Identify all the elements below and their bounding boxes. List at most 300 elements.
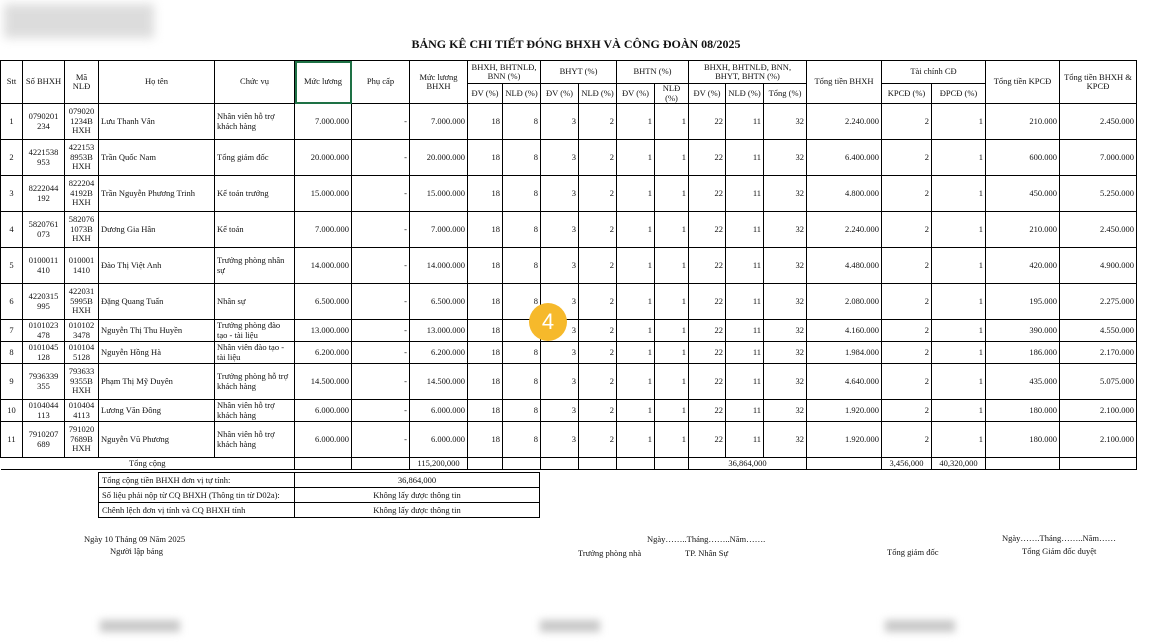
cell-total-nld[interactable]: 11 (726, 140, 764, 176)
cell-bhtn-dv[interactable]: 1 (617, 104, 655, 140)
cell-bhtn-dv[interactable]: 1 (617, 400, 655, 422)
cell-tong-tien-kpcd[interactable]: 420.000 (986, 248, 1060, 284)
cell-muc-luong[interactable]: 6.000.000 (295, 400, 352, 422)
cell-so-bhxh[interactable]: 0101023 478 (23, 320, 65, 342)
cell-bhxh-nld[interactable]: 8 (503, 364, 541, 400)
cell-tong-tien-bhxh[interactable]: 1.920.000 (807, 400, 882, 422)
cell-muc-luong-bhxh[interactable]: 15.000.000 (410, 176, 468, 212)
cell-tong-bhxh-kpcd[interactable]: 5.075.000 (1060, 364, 1137, 400)
header-muc-luong-bhxh: Mức lương BHXH (410, 61, 468, 104)
cell-tong-tien-bhxh[interactable]: 4.800.000 (807, 176, 882, 212)
cell-ma-nld[interactable]: 582076 1073B HXH (65, 212, 99, 248)
cell-bhtn-nld[interactable]: 1 (655, 104, 689, 140)
cell-bhxh-dv[interactable]: 18 (468, 320, 503, 342)
cell-dpcd[interactable]: 1 (932, 212, 986, 248)
cell-bhtn-nld[interactable]: 1 (655, 320, 689, 342)
cell-muc-luong-bhxh[interactable]: 6.200.000 (410, 342, 468, 364)
header-chuc-vu: Chức vụ (215, 61, 295, 104)
cell-kpcd[interactable]: 2 (882, 284, 932, 320)
blurred-signature-name (100, 620, 180, 632)
summary-row (99, 488, 540, 503)
table-row (1, 140, 1137, 176)
table-row (1, 176, 1137, 212)
cell-bhyt-nld[interactable]: 2 (579, 342, 617, 364)
cell-so-bhxh[interactable]: 0101045 128 (23, 342, 65, 364)
cell-phu-cap[interactable]: - (352, 104, 410, 140)
cell-bhyt-dv[interactable]: 3 (541, 422, 579, 458)
cell-ho-ten[interactable]: Lưu Thanh Vân (99, 104, 215, 140)
cell-tong-tien-bhxh[interactable]: 4.160.000 (807, 320, 882, 342)
cell-bhyt-dv[interactable]: 3 (541, 400, 579, 422)
cell-dpcd[interactable]: 1 (932, 248, 986, 284)
cell-tong-tien-kpcd[interactable]: 435.000 (986, 364, 1060, 400)
summary-label: Tổng cộng tiền BHXH đơn vị tự tính: (99, 473, 295, 488)
cell-stt[interactable]: 3 (1, 176, 23, 212)
cell-bhyt-dv[interactable]: 3 (541, 284, 579, 320)
cell-dpcd[interactable]: 1 (932, 400, 986, 422)
cell-kpcd[interactable]: 2 (882, 212, 932, 248)
cell-muc-luong[interactable]: 20.000.000 (295, 140, 352, 176)
step-marker-badge: 4 (529, 303, 567, 341)
cell-chuc-vu[interactable]: Nhân viên hỗ trợ khách hàng (215, 104, 295, 140)
subheader-nld: NLĐ (%) (655, 84, 689, 104)
approver-label: Tổng Giám đốc duyệt (1022, 546, 1097, 556)
subheader-nld: NLĐ (%) (726, 84, 764, 104)
cell-tong-tien-kpcd[interactable]: 195.000 (986, 284, 1060, 320)
subheader-tong: Tổng (%) (764, 84, 807, 104)
cell-bhtn-nld[interactable]: 1 (655, 342, 689, 364)
cell-tong-tien-kpcd[interactable]: 210.000 (986, 104, 1060, 140)
cell-bhyt-dv[interactable]: 3 (541, 320, 579, 342)
cell-stt[interactable]: 5 (1, 248, 23, 284)
cell-tong-tien-bhxh[interactable]: 6.400.000 (807, 140, 882, 176)
date-right: Ngày…….Tháng……..Năm…… (1002, 533, 1117, 543)
table-row (1, 248, 1137, 284)
cell-tong-tien-kpcd[interactable]: 390.000 (986, 320, 1060, 342)
cell-total-rate[interactable]: 32 (764, 248, 807, 284)
blurred-signature-name (885, 620, 955, 632)
table-row (1, 364, 1137, 400)
cell-tong-bhxh-kpcd[interactable]: 2.450.000 (1060, 104, 1137, 140)
cell-muc-luong[interactable]: 15.000.000 (295, 176, 352, 212)
cell-ma-nld[interactable]: 010104 5128 (65, 342, 99, 364)
cell-total-rate[interactable]: 32 (764, 364, 807, 400)
cell-chuc-vu[interactable]: Nhân viên đào tạo - tài liệu (215, 342, 295, 364)
cell-phu-cap[interactable]: - (352, 248, 410, 284)
cell-phu-cap[interactable]: - (352, 342, 410, 364)
cell-tong-tien-kpcd[interactable]: 600.000 (986, 140, 1060, 176)
header-group-total-rate: BHXH, BHTNLĐ, BNN, BHYT, BHTN (%) (689, 61, 807, 84)
cell-ma-nld[interactable]: 010404 4113 (65, 400, 99, 422)
subheader-dpcd: ĐPCĐ (%) (932, 84, 986, 104)
cell-ho-ten[interactable]: Nguyễn Vũ Phương (99, 422, 215, 458)
cell-bhxh-dv[interactable]: 18 (468, 176, 503, 212)
totals-label: Tổng cộng (1, 458, 295, 470)
cell-total-dv[interactable]: 22 (689, 284, 726, 320)
cell-stt[interactable]: 10 (1, 400, 23, 422)
cell-muc-luong-bhxh[interactable]: 7.000.000 (410, 212, 468, 248)
cell-total-rate[interactable]: 32 (764, 176, 807, 212)
cell-muc-luong-bhxh[interactable]: 6.000.000 (410, 400, 468, 422)
cell-muc-luong[interactable]: 7.000.000 (295, 104, 352, 140)
cell-bhtn-dv[interactable]: 1 (617, 284, 655, 320)
cell-bhtn-nld[interactable]: 1 (655, 284, 689, 320)
cell-ho-ten[interactable]: Trần Quốc Nam (99, 140, 215, 176)
cell-tong-tien-bhxh[interactable]: 2.080.000 (807, 284, 882, 320)
cell-chuc-vu[interactable]: Nhân viên hỗ trợ khách hàng (215, 422, 295, 458)
cell-total-dv[interactable]: 22 (689, 176, 726, 212)
cell-stt[interactable]: 9 (1, 364, 23, 400)
cell-bhtn-nld[interactable]: 1 (655, 176, 689, 212)
cell-kpcd[interactable]: 2 (882, 176, 932, 212)
cell-bhyt-dv[interactable]: 3 (541, 140, 579, 176)
blurred-signature-name (540, 620, 600, 632)
cell-bhyt-nld[interactable]: 2 (579, 212, 617, 248)
cell-bhxh-dv[interactable]: 18 (468, 248, 503, 284)
cell-bhxh-nld[interactable]: 8 (503, 422, 541, 458)
subheader-dv: ĐV (%) (617, 84, 655, 104)
cell-dpcd[interactable]: 1 (932, 176, 986, 212)
cell-tong-tien-bhxh[interactable]: 2.240.000 (807, 212, 882, 248)
blurred-logo (4, 4, 154, 38)
cell-phu-cap[interactable]: - (352, 212, 410, 248)
table-row (1, 422, 1137, 458)
cell-total-dv[interactable]: 22 (689, 248, 726, 284)
cell-total-nld[interactable]: 11 (726, 212, 764, 248)
cell-total-nld[interactable]: 11 (726, 364, 764, 400)
cell-bhtn-nld[interactable]: 1 (655, 212, 689, 248)
cell-phu-cap[interactable]: - (352, 400, 410, 422)
cell-total-rate[interactable]: 32 (764, 104, 807, 140)
cell-total-dv[interactable]: 22 (689, 342, 726, 364)
cell-bhyt-nld[interactable]: 2 (579, 140, 617, 176)
cell-bhxh-dv[interactable]: 18 (468, 284, 503, 320)
cell-muc-luong-bhxh[interactable]: 14.500.000 (410, 364, 468, 400)
cell-bhtn-dv[interactable]: 1 (617, 422, 655, 458)
cell-dpcd[interactable]: 1 (932, 140, 986, 176)
cell-stt[interactable]: 2 (1, 140, 23, 176)
cell-bhtn-dv[interactable]: 1 (617, 212, 655, 248)
cell-ho-ten[interactable]: Dương Gia Hân (99, 212, 215, 248)
header-group-bhyt: BHYT (%) (541, 61, 617, 84)
cell-ma-nld[interactable]: 010001 1410 (65, 248, 99, 284)
cell-so-bhxh[interactable]: 0100011 410 (23, 248, 65, 284)
cell-phu-cap[interactable]: - (352, 176, 410, 212)
subheader-dv: ĐV (%) (689, 84, 726, 104)
cell-chuc-vu[interactable]: Trưởng phòng đào tạo - tài liệu (215, 320, 295, 342)
cell-muc-luong-bhxh[interactable]: 6.500.000 (410, 284, 468, 320)
cell-bhxh-dv[interactable]: 18 (468, 140, 503, 176)
subheader-nld: NLĐ (%) (579, 84, 617, 104)
cell-total-rate[interactable]: 32 (764, 422, 807, 458)
cell-total-dv[interactable]: 22 (689, 104, 726, 140)
cell-tong-bhxh-kpcd[interactable]: 5.250.000 (1060, 176, 1137, 212)
summary-value: Không lấy được thông tin (295, 488, 540, 503)
cell-bhxh-dv[interactable]: 18 (468, 104, 503, 140)
cell-tong-tien-kpcd[interactable]: 180.000 (986, 400, 1060, 422)
summary-label: Chênh lệch đơn vị tính và CQ BHXH tính (99, 503, 295, 518)
cell-bhtn-dv[interactable]: 1 (617, 342, 655, 364)
cell-total-nld[interactable]: 11 (726, 176, 764, 212)
cell-ma-nld[interactable]: 422031 5995B HXH (65, 284, 99, 320)
cell-ho-ten[interactable]: Nguyễn Hồng Hà (99, 342, 215, 364)
cell-stt[interactable]: 6 (1, 284, 23, 320)
cell-tong-tien-kpcd[interactable]: 450.000 (986, 176, 1060, 212)
cell-bhxh-nld[interactable]: 8 (503, 342, 541, 364)
cell-ho-ten[interactable]: Lương Văn Đông (99, 400, 215, 422)
cell-total-rate[interactable]: 32 (764, 140, 807, 176)
cell-total-dv[interactable]: 22 (689, 400, 726, 422)
cell-bhxh-dv[interactable]: 18 (468, 342, 503, 364)
cell-so-bhxh[interactable]: 5820761 073 (23, 212, 65, 248)
cell-muc-luong[interactable]: 6.000.000 (295, 422, 352, 458)
cell-bhyt-dv[interactable]: 3 (541, 248, 579, 284)
cell-chuc-vu[interactable]: Trưởng phòng nhân sự (215, 248, 295, 284)
cell-stt[interactable]: 4 (1, 212, 23, 248)
cell-total-rate[interactable]: 32 (764, 320, 807, 342)
cell-phu-cap[interactable]: - (352, 364, 410, 400)
cell-bhyt-dv[interactable]: 3 (541, 176, 579, 212)
cell-ma-nld[interactable]: 010102 3478 (65, 320, 99, 342)
cell-muc-luong[interactable]: 7.000.000 (295, 212, 352, 248)
cell-chuc-vu[interactable]: Kế toán trưởng (215, 176, 295, 212)
cell-total-nld[interactable]: 11 (726, 422, 764, 458)
cell-tong-tien-bhxh[interactable]: 1.984.000 (807, 342, 882, 364)
cell-tong-bhxh-kpcd[interactable]: 2.100.000 (1060, 400, 1137, 422)
cell-kpcd[interactable]: 2 (882, 422, 932, 458)
cell-muc-luong-bhxh[interactable]: 13.000.000 (410, 320, 468, 342)
cell-ho-ten[interactable]: Đặng Quang Tuấn (99, 284, 215, 320)
totals-row (1, 458, 1137, 470)
cell-ma-nld[interactable]: 422153 8953B HXH (65, 140, 99, 176)
cell-chuc-vu[interactable]: Nhân viên hỗ trợ khách hàng (215, 400, 295, 422)
cell-ma-nld[interactable]: 793633 9355B HXH (65, 364, 99, 400)
cell-total-dv[interactable]: 22 (689, 364, 726, 400)
cell-dpcd[interactable]: 1 (932, 342, 986, 364)
cell-total-nld[interactable]: 11 (726, 104, 764, 140)
cell-bhxh-nld[interactable]: 8 (503, 212, 541, 248)
cell-bhtn-dv[interactable]: 1 (617, 248, 655, 284)
cell-tong-bhxh-kpcd[interactable]: 4.900.000 (1060, 248, 1137, 284)
cell-dpcd[interactable]: 1 (932, 320, 986, 342)
cell-tong-tien-kpcd[interactable]: 186.000 (986, 342, 1060, 364)
header-ma-nld: Mã NLĐ (65, 61, 99, 104)
cell-muc-luong-bhxh[interactable]: 6.000.000 (410, 422, 468, 458)
cell-muc-luong[interactable]: 6.200.000 (295, 342, 352, 364)
cell-bhyt-nld[interactable]: 2 (579, 104, 617, 140)
cell-tong-bhxh-kpcd[interactable]: 2.100.000 (1060, 422, 1137, 458)
cell-stt[interactable]: 7 (1, 320, 23, 342)
cell-ho-ten[interactable]: Phạm Thị Mỹ Duyên (99, 364, 215, 400)
cell-kpcd[interactable]: 2 (882, 400, 932, 422)
cell-so-bhxh[interactable]: 4221538 953 (23, 140, 65, 176)
cell-total-nld[interactable]: 11 (726, 342, 764, 364)
cell-stt[interactable]: 8 (1, 342, 23, 364)
cell-muc-luong[interactable]: 14.000.000 (295, 248, 352, 284)
table-row (1, 320, 1137, 342)
cell-total-nld[interactable]: 11 (726, 248, 764, 284)
cell-tong-tien-bhxh[interactable]: 4.480.000 (807, 248, 882, 284)
cell-bhtn-nld[interactable]: 1 (655, 422, 689, 458)
hr-label: TP. Nhân Sự (685, 548, 729, 558)
cell-ho-ten[interactable]: Đào Thị Việt Anh (99, 248, 215, 284)
cell-total-dv[interactable]: 22 (689, 422, 726, 458)
cell-bhtn-nld[interactable]: 1 (655, 140, 689, 176)
cell-bhtn-dv[interactable]: 1 (617, 176, 655, 212)
cell-phu-cap[interactable]: - (352, 422, 410, 458)
cell-tong-bhxh-kpcd[interactable]: 7.000.000 (1060, 140, 1137, 176)
cell-total-rate[interactable]: 32 (764, 284, 807, 320)
cell-total-rate[interactable]: 32 (764, 400, 807, 422)
header-tong-tien-bhxh: Tổng tiền BHXH (807, 61, 882, 104)
cell-tong-tien-bhxh[interactable]: 1.920.000 (807, 422, 882, 458)
cell-muc-luong[interactable]: 13.000.000 (295, 320, 352, 342)
cell-bhtn-nld[interactable]: 1 (655, 364, 689, 400)
cell-phu-cap[interactable]: - (352, 284, 410, 320)
cell-chuc-vu[interactable]: Tổng giám đốc (215, 140, 295, 176)
cell-ho-ten[interactable]: Trần Nguyễn Phương Trinh (99, 176, 215, 212)
cell-muc-luong[interactable]: 14.500.000 (295, 364, 352, 400)
cell-total-dv[interactable]: 22 (689, 320, 726, 342)
cell-so-bhxh[interactable]: 7910207 689 (23, 422, 65, 458)
cell-kpcd[interactable]: 2 (882, 364, 932, 400)
cell-ma-nld[interactable]: 822204 4192B HXH (65, 176, 99, 212)
subheader-nld: NLĐ (%) (503, 84, 541, 104)
summary-row (99, 473, 540, 488)
subheader-kpcd: KPCĐ (%) (882, 84, 932, 104)
cell-kpcd[interactable]: 2 (882, 104, 932, 140)
cell-tong-tien-kpcd[interactable]: 210.000 (986, 212, 1060, 248)
cell-tong-bhxh-kpcd[interactable]: 2.170.000 (1060, 342, 1137, 364)
cell-tong-tien-bhxh[interactable]: 2.240.000 (807, 104, 882, 140)
cell-muc-luong[interactable]: 6.500.000 (295, 284, 352, 320)
contribution-table (0, 60, 1137, 470)
cell-bhxh-dv[interactable]: 18 (468, 212, 503, 248)
cell-dpcd[interactable]: 1 (932, 284, 986, 320)
table-row (1, 104, 1137, 140)
table-row (1, 400, 1137, 422)
cell-so-bhxh[interactable]: 0104044 113 (23, 400, 65, 422)
cell-bhyt-dv[interactable]: 3 (541, 212, 579, 248)
cell-total-rate[interactable]: 32 (764, 342, 807, 364)
summary-value: 36,864,000 (295, 473, 540, 488)
cell-bhtn-dv[interactable]: 1 (617, 140, 655, 176)
header-muc-luong[interactable]: Mức lương (295, 61, 352, 104)
cell-ma-nld[interactable]: 079020 1234B HXH (65, 104, 99, 140)
cell-bhtn-nld[interactable]: 1 (655, 248, 689, 284)
cell-bhyt-dv[interactable]: 3 (541, 364, 579, 400)
cell-bhyt-nld[interactable]: 2 (579, 364, 617, 400)
totals-bhxh-kpcd: 40,320,000 (932, 458, 986, 470)
cell-bhxh-nld[interactable]: 8 (503, 284, 541, 320)
cell-so-bhxh[interactable]: 8222044 192 (23, 176, 65, 212)
dept-head-label: Trưởng phòng nhà (578, 548, 642, 558)
summary-label: Số liệu phải nộp từ CQ BHXH (Thông tin từ D02a): (99, 488, 295, 503)
cell-tong-tien-bhxh[interactable]: 4.640.000 (807, 364, 882, 400)
cell-bhxh-dv[interactable]: 18 (468, 422, 503, 458)
cell-bhxh-nld[interactable]: 8 (503, 176, 541, 212)
header-phu-cap: Phụ cấp (352, 61, 410, 104)
cell-muc-luong-bhxh[interactable]: 7.000.000 (410, 104, 468, 140)
cell-chuc-vu[interactable]: Trưởng phòng hỗ trợ khách hàng (215, 364, 295, 400)
cell-total-rate[interactable]: 32 (764, 212, 807, 248)
cell-bhxh-nld[interactable]: 8 (503, 104, 541, 140)
cell-phu-cap[interactable]: - (352, 320, 410, 342)
header-so-bhxh: Số BHXH (23, 61, 65, 104)
cell-so-bhxh[interactable]: 0790201 234 (23, 104, 65, 140)
cell-tong-tien-kpcd[interactable]: 180.000 (986, 422, 1060, 458)
cell-total-nld[interactable]: 11 (726, 400, 764, 422)
cell-total-nld[interactable]: 11 (726, 284, 764, 320)
cell-bhyt-nld[interactable]: 2 (579, 320, 617, 342)
cell-total-nld[interactable]: 11 (726, 320, 764, 342)
header-group-bhtn: BHTN (%) (617, 61, 689, 84)
cell-bhyt-nld[interactable]: 2 (579, 284, 617, 320)
cell-dpcd[interactable]: 1 (932, 422, 986, 458)
cell-dpcd[interactable]: 1 (932, 104, 986, 140)
table-row (1, 212, 1137, 248)
cell-bhtn-nld[interactable]: 1 (655, 400, 689, 422)
table-row (1, 342, 1137, 364)
totals-tong-tien-bhxh: 36,864,000 (689, 458, 807, 470)
cell-bhyt-nld[interactable]: 2 (579, 422, 617, 458)
date-left: Ngày 10 Tháng 09 Năm 2025 (84, 534, 186, 544)
cell-bhxh-nld[interactable]: 8 (503, 140, 541, 176)
cell-kpcd[interactable]: 2 (882, 248, 932, 284)
cell-bhyt-nld[interactable]: 2 (579, 400, 617, 422)
header-tong-tien-kpcd: Tổng tiền KPCĐ (986, 61, 1060, 104)
header-group-bhxh: BHXH, BHTNLĐ, BNN (%) (468, 61, 541, 84)
cell-kpcd[interactable]: 2 (882, 320, 932, 342)
cell-total-dv[interactable]: 22 (689, 140, 726, 176)
subheader-dv: ĐV (%) (541, 84, 579, 104)
cell-bhtn-dv[interactable]: 1 (617, 364, 655, 400)
cell-bhxh-nld[interactable]: 8 (503, 248, 541, 284)
cell-muc-luong-bhxh[interactable]: 20.000.000 (410, 140, 468, 176)
cell-bhyt-dv[interactable]: 3 (541, 342, 579, 364)
cell-chuc-vu[interactable]: Kế toán (215, 212, 295, 248)
cell-bhxh-nld[interactable]: 8 (503, 400, 541, 422)
cell-chuc-vu[interactable]: Nhân sự (215, 284, 295, 320)
cell-so-bhxh[interactable]: 7936339 355 (23, 364, 65, 400)
cell-bhxh-dv[interactable]: 18 (468, 400, 503, 422)
cell-bhyt-dv[interactable]: 3 (541, 104, 579, 140)
cell-ma-nld[interactable]: 791020 7689B HXH (65, 422, 99, 458)
summary-value: Không lấy được thông tin (295, 503, 540, 518)
cell-so-bhxh[interactable]: 4220315 995 (23, 284, 65, 320)
cell-tong-bhxh-kpcd[interactable]: 4.550.000 (1060, 320, 1137, 342)
totals-kpcd: 3,456,000 (882, 458, 932, 470)
cell-bhtn-dv[interactable]: 1 (617, 320, 655, 342)
cell-tong-bhxh-kpcd[interactable]: 2.450.000 (1060, 212, 1137, 248)
director-label: Tổng giám đốc (887, 547, 939, 557)
cell-kpcd[interactable]: 2 (882, 140, 932, 176)
header-group-tai-chinh-cd: Tài chính CĐ (882, 61, 986, 84)
summary-table (98, 472, 540, 518)
cell-dpcd[interactable]: 1 (932, 364, 986, 400)
cell-stt[interactable]: 1 (1, 104, 23, 140)
cell-tong-bhxh-kpcd[interactable]: 2.275.000 (1060, 284, 1137, 320)
cell-ho-ten[interactable]: Nguyễn Thị Thu Huyền (99, 320, 215, 342)
cell-bhyt-nld[interactable]: 2 (579, 248, 617, 284)
cell-phu-cap[interactable]: - (352, 140, 410, 176)
cell-bhyt-nld[interactable]: 2 (579, 176, 617, 212)
cell-kpcd[interactable]: 2 (882, 342, 932, 364)
cell-muc-luong-bhxh[interactable]: 14.000.000 (410, 248, 468, 284)
cell-stt[interactable]: 11 (1, 422, 23, 458)
cell-total-dv[interactable]: 22 (689, 212, 726, 248)
cell-bhxh-dv[interactable]: 18 (468, 364, 503, 400)
